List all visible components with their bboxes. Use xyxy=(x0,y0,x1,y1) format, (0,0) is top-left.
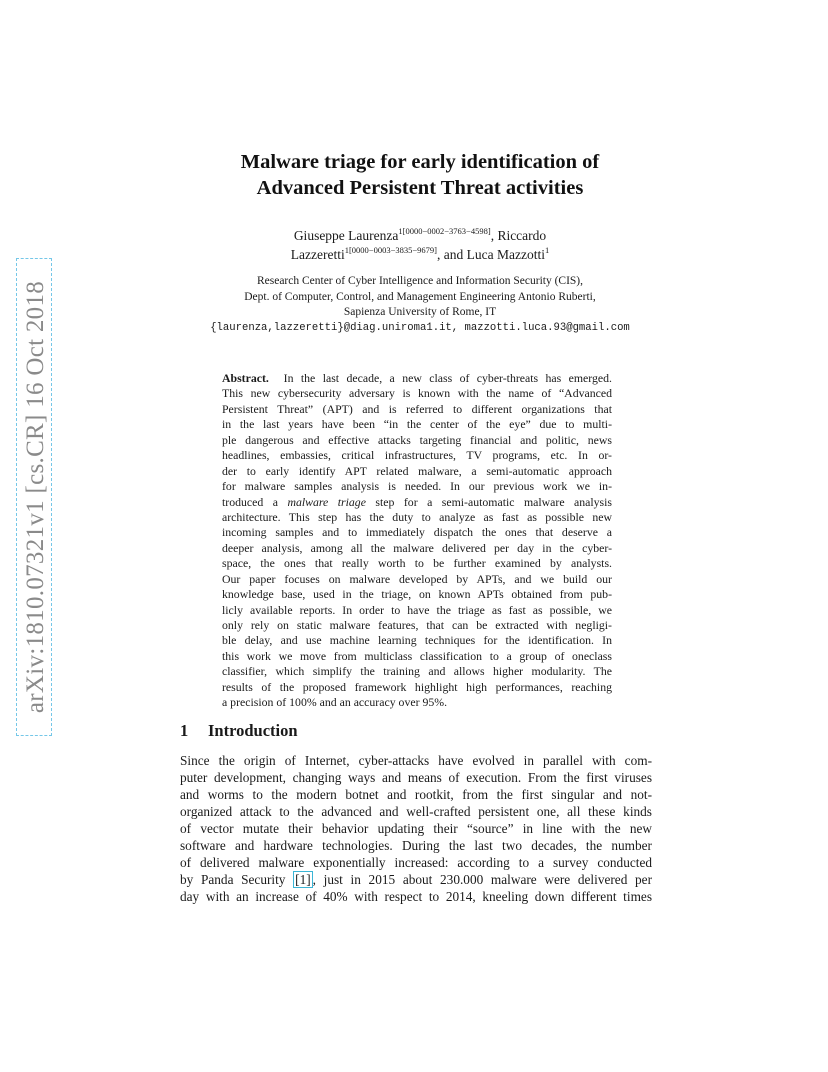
abstract-line: architecture. This step has the duty to analyze as fast as possible new xyxy=(222,509,612,524)
author-name: Lazzeretti xyxy=(290,247,345,262)
abstract-line: ple dangerous and effective attacks targeting financial and politic, news xyxy=(222,432,612,447)
affiliation-line-2: Dept. of Computer, Control, and Management Engineering Antonio Ruberti, xyxy=(244,290,596,303)
author-name: , and Luca Mazzotti xyxy=(437,247,545,262)
body-line: puter development, changing ways and means of execution. From the first viruses xyxy=(180,770,652,785)
abstract-line: results of the proposed framework highlight high performances, reaching xyxy=(222,679,612,694)
author-list xyxy=(180,226,660,264)
section-title: Introduction xyxy=(208,721,298,740)
body-line: Since the origin of Internet, cyber-attacks have evolved in parallel with com- xyxy=(180,753,652,768)
body-line: software and hardware technologies. During the last two decades, the number xyxy=(180,838,652,853)
section-heading-introduction xyxy=(180,721,298,741)
paper-title xyxy=(180,149,660,201)
body-line: day with an increase of 40% with respect to 2014, kneeling down different times xyxy=(180,889,652,904)
abstract-line: in the last years have been “in the center of the eye” due to multi- xyxy=(222,417,612,432)
abstract-line: deeper analysis, among all the malware delivered per day in the cyber- xyxy=(222,540,612,555)
author-name: Giuseppe Laurenza xyxy=(293,228,399,243)
abstract-line: space, the ones that really worth to be further examined by analysts. xyxy=(222,556,612,571)
body-line: of vector mutate their behavior updating their “source” in line with the new xyxy=(180,821,652,836)
abstract-label: Abstract. xyxy=(222,371,269,385)
abstract-line: headlines, embassies, critical infrastructures, TV programs, etc. In or- xyxy=(222,448,612,463)
arxiv-identifier[interactable]: arXiv:1810.07321v1 [cs.CR] 16 Oct 2018 xyxy=(22,280,49,714)
author-line-2 xyxy=(180,245,660,264)
abstract-line: ble delay, and use machine learning techniques for the identification. In xyxy=(222,633,612,648)
abstract-line: licly available reports. In order to have the triage as fast as possible, we xyxy=(222,602,612,617)
abstract-line: troduced a malware triage step for a semi-automatic malware analysis xyxy=(222,494,613,509)
abstract-line: incoming samples and to immediately dispatch the ones that deserve a xyxy=(222,525,612,540)
abstract-line: Our paper focuses on malware developed by APTs, and we build our xyxy=(222,571,612,586)
abstract-line: a precision of 100% and an accuracy over 95%. xyxy=(222,695,448,710)
title-line-1: Malware triage for early identification of xyxy=(240,151,600,173)
author-emails[interactable]: {laurenza,lazzeretti}@diag.uniroma1.it, mazzotti.luca.93@gmail.com xyxy=(210,321,630,334)
affiliation-line-1: Research Center of Cyber Intelligence and Information Security (CIS), xyxy=(256,275,584,287)
introduction-body xyxy=(180,752,652,905)
abstract-line: for malware samples analysis is needed. In our previous work we in- xyxy=(222,479,612,494)
affiliation-line-3: Sapienza University of Rome, IT xyxy=(343,306,497,318)
author-line-1 xyxy=(180,226,660,245)
citation-link[interactable]: [1] xyxy=(295,872,311,887)
malware-triage-term: malware triage xyxy=(287,494,366,509)
body-line: organized attack to the advanced and well-crafted persistent one, all these kinds xyxy=(180,804,652,819)
abstract-line: this work we move from multiclass classification to a group of oneclass xyxy=(222,648,612,663)
abstract-line: der to early identify APT related malware, a semi-automatic approach xyxy=(222,463,612,478)
author-orcid: 1[0000−0003−3835−9679] xyxy=(344,244,438,255)
title-line-2: Advanced Persistent Threat activities xyxy=(256,177,584,199)
body-line: of delivered malware exponentially increased: according to a survey conducted xyxy=(180,855,652,870)
section-number: 1 xyxy=(180,721,189,740)
abstract xyxy=(222,371,612,711)
abstract-line: knowledge base, used in the triage, on known APTs obtained from pub- xyxy=(222,587,612,602)
abstract-line: classifier, which simplify the training and allows higher modularity. The xyxy=(222,664,612,679)
abstract-line: Abstract. In the last decade, a new class of cyber-threats has emerged. xyxy=(222,371,612,385)
abstract-line: Persistent Threat” (APT) and is referred to different organizations that xyxy=(222,401,612,416)
author-affil-mark: 1 xyxy=(544,244,550,255)
author-orcid: 1[0000−0002−3763−4598] xyxy=(398,225,491,236)
abstract-line: only rely on static malware features, that can be extracted with negligi- xyxy=(222,618,612,632)
affiliation-block xyxy=(180,274,660,336)
body-line: by Panda Security [1] , just in 2015 about 230.000 malware were delivered per xyxy=(180,872,652,887)
abstract-line: This new cybersecurity adversary is known with the name of “Advanced xyxy=(222,386,612,401)
body-line: and worms to the modern botnet and rootkit, from the first singular and not- xyxy=(180,787,652,802)
author-separator: , Riccardo xyxy=(490,228,547,243)
